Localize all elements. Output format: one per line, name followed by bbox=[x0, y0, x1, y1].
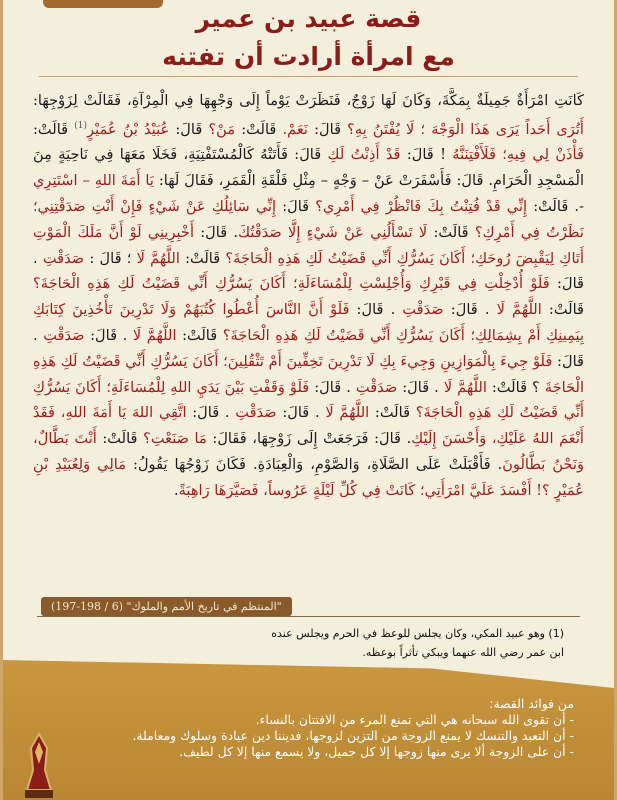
narration: . قَالَ: bbox=[309, 378, 356, 396]
quoted-speech: صَدَقْتِ bbox=[42, 249, 85, 267]
quoted-speech: فَلَوْ أَنَّ النَّاسَ أُعْطُوا كُتُبَهُمْ وَلَا تَدْرِينَ تَأْخُذِينَ كِتَابَكِ بِيَمِينِكِ أَمْ بِشِمَالِكِ؛ أَكَانَ يَسُرُّكِ أَنِّي قَضَيْتُ لَكِ هَذِهِ الْحَاجَةَ؟ bbox=[33, 301, 585, 345]
lessons-list bbox=[99, 696, 574, 760]
narration: ؛ قَالَ : bbox=[84, 249, 137, 267]
narration: قَالَتْ: bbox=[33, 120, 75, 138]
quoted-speech: اتَّقِي اللهَ يَا أَمَةَ اللهِ، فَقَدْ أَنْعَمَ اللهُ عَلَيْكِ، وَأَحْسَنَ إِلَيْكِ bbox=[33, 404, 584, 448]
narration: . قَالَ: bbox=[443, 301, 497, 319]
narration: . فَأَقْبَلَتْ عَلَى الصَّلَاةِ، وَالصَّوْمِ، وَالْعِبَادَةِ. فَكَانَ زَوْجُهَا يَقُولُ: bbox=[126, 456, 503, 474]
quoted-speech: مَنْ؟ bbox=[208, 120, 236, 138]
quoted-speech: إِنِّي سَائِلُكِ عَنْ شَيْءٍ فَإِنْ أَنْتِ صَدَقْتِنِي؛ نَظَرْتُ فِي أَمْرِكِ؟ bbox=[33, 198, 584, 241]
narration: . bbox=[173, 481, 179, 499]
narration: قَالَتْ: bbox=[369, 404, 416, 422]
footnote-line: ابن عمر رضي الله عنهما ويبكي تأثراً بوعظه. bbox=[362, 646, 564, 659]
quoted-speech: اللَّهُمَّ لَا bbox=[325, 404, 370, 422]
footnote-line: (1) وهو عبيد المكي، وكان يجلس للوعظ في الحرم ويجلس عنده bbox=[271, 627, 564, 640]
quoted-speech: لَا تَسْأَلُنِي عَنْ شَيْءٍ إِلَّا صَدَقْتُكَ bbox=[238, 223, 428, 241]
quoted-speech: أَتُرَى أَحَداً يَرَى هَذَا الْوَجْهَ ؛ لَا يُفْتَنُ بِهِ؟ bbox=[347, 120, 584, 138]
narration: . قَالَ: bbox=[186, 404, 236, 422]
quoted-speech: فَلَوْ وَقَفْتِ بَيْنَ يَدَيِ اللهِ لِلْمُسَاءَلَةِ؛ أَكَانَ يَسُرُّكِ أَنِّي قَضَيْتُ لَكِ هَذِهِ الْحَاجَةَ؟ bbox=[33, 378, 585, 422]
footnote-separator bbox=[37, 616, 580, 617]
quoted-speech: صَدَقْتِ bbox=[43, 327, 85, 345]
quoted-speech: فَلَوْ أُدْخِلْتِ فِي قَبْرِكِ وَأُجْلِسْتِ لِلْمُسَاءَلَةِ؛ أَكَانَ يَسُرُّكِ أَنِّي قَضَيْتُ لَكِ هَذِهِ الْحَاجَةَ؟ bbox=[33, 275, 550, 293]
narration: قَالَتْ: bbox=[235, 120, 283, 138]
narration: . قَالَ: bbox=[84, 327, 133, 345]
narration: قَالَتْ: bbox=[179, 249, 226, 267]
narration: قَالَ: bbox=[307, 120, 348, 138]
lesson-item: - أن تقوى الله سبحانه هي التي تمنع المرء من الافتتان بالنساء. bbox=[255, 712, 574, 727]
quoted-speech: اللَّهُمَّ لَا bbox=[496, 301, 542, 319]
narration: . قَالَ: فَرَجَعَتْ إِلَى زَوْجِهَا، فَقَالَ: bbox=[206, 430, 412, 448]
narration: . قَالَ: bbox=[33, 249, 584, 293]
quoted-speech: صَدَقْتِ bbox=[235, 404, 277, 422]
narration: قَالَتْ: bbox=[176, 327, 223, 345]
narration: قَالَ: bbox=[276, 198, 316, 216]
quoted-speech: صَدَقْتِ bbox=[355, 378, 398, 396]
quoted-speech: أَنْتَ بَطَّالٌ، وَنَحْنُ بَطَّالُونَ bbox=[33, 430, 584, 474]
quoted-speech: فَلَوْ جِيءَ بِالْمَوَازِينِ وَجِيءَ بِكِ لَا تَدْرِينَ تَخِفِّينَ أَمْ تَثْقُلِينَ؛ أَكَانَ يَسُرُّكِ أَنِّي قَضَيْتُ لَكِ هَذِهِ الْحَاجَةَ bbox=[33, 352, 585, 396]
quoted-speech: فَأْذَنْ لِي فِيهِ؛ فَلَأَفْتِنَنَّهُ bbox=[452, 146, 584, 164]
footnote bbox=[224, 624, 564, 662]
quoted-speech: مَالِي وَلِعُبَيْدِ بْنِ عُمَيْرٍ ؟! أَفْسَدَ عَلَيَّ امْرَأَتِي؛ كَانَتْ فِي كُلِّ لَيْلَةٍ عَرُوساً، فَصَيَّرَهَا رَاهِبَةً bbox=[33, 456, 584, 499]
box-wedge bbox=[3, 660, 614, 688]
narration: -. قَالَتْ: bbox=[527, 198, 584, 216]
quoted-speech: قَدْ أَذِنْتُ لَكِ bbox=[327, 146, 401, 164]
story-text bbox=[33, 88, 584, 504]
narration: قَالَتْ: bbox=[96, 430, 144, 448]
narration: قَالَتْ: bbox=[427, 223, 475, 241]
narration: كَانَتِ امْرَأَةٌ جَمِيلَةٌ بِمَكَّةَ، وَكَانَ لَهَا زَوْجٌ، فَنَظَرَتْ يَوْماً إِلَى وَجْهِهَا فِي الْمِرْآةِ، فَقَالَتْ لِزَوْجِهَا: bbox=[33, 92, 584, 109]
quoted-speech: نَعَمْ. bbox=[282, 120, 308, 138]
narration: ؟ قَالَتْ: bbox=[486, 378, 545, 396]
narration: قَالَتْ: bbox=[541, 301, 585, 319]
footnote-marker: (1) bbox=[74, 120, 88, 131]
lesson-item: - أن على الزوجة ألا يرى منها زوجها إلا كل جميل، ولا يسمع منها إلا كل لطيف. bbox=[179, 744, 574, 759]
quoted-speech: مَا صَنَعْتِ؟ bbox=[143, 430, 207, 448]
lantern-ornament-icon bbox=[17, 730, 61, 800]
quoted-speech: اللَّهُمَّ لَا bbox=[136, 249, 180, 267]
narration: ! قَالَ: bbox=[400, 146, 453, 164]
quoted-speech: عُبَيْدُ بْنُ عُمَيْرٍ bbox=[87, 120, 170, 138]
title-line-2: مع امرأة أرادت أن تفتنه bbox=[162, 42, 455, 71]
story-title bbox=[3, 2, 614, 74]
lesson-item: - أن التعبد والتنسك لا يمنع الزوجة من التزين لزوجها، فديننا دين عبادة وسلوك ومعاملة. bbox=[132, 728, 574, 743]
narration: . قَالَ: bbox=[397, 378, 444, 396]
narration: . قَالَ: bbox=[349, 301, 403, 319]
narration: قَالَ: bbox=[169, 120, 209, 138]
narration: . قَالَ: bbox=[276, 404, 326, 422]
lessons-heading: من فوائد القصة: bbox=[489, 696, 574, 711]
quoted-speech: اللَّهُمَّ لَا bbox=[443, 378, 487, 396]
narration: قَالَ: فَأَتَتْهُ كَالْمُسْتَفْتِيَةِ، فَخَلَا مَعَهَا فِي نَاحِيَةٍ مِنَ الْمَسْجِدِ الْحَرَامِ. قَالَ: فَأَسْفَرَتْ عَنْ – وَجْهٍ – مِثْلِ فَلْقَةِ الْقَمَرِ، فَقَالَ لَهَا: bbox=[33, 146, 584, 190]
title-line-1: قصة عبيد بن عمير bbox=[195, 4, 422, 33]
title-divider bbox=[39, 76, 578, 77]
quoted-speech: اللَّهُمَّ لَا bbox=[132, 327, 177, 345]
narration: . قَالَ: bbox=[194, 223, 239, 241]
quoted-speech: أَخْبِرِينِي لَوْ أَنَّ مَلَكَ الْمَوْتِ أَتَاكِ لِيَقْبِضَ رُوحَكِ؛ أَكَانَ يَسُرُّكِ أَنِّي قَضَيْتُ لَكِ هَذِهِ الْحَاجَةَ؟ bbox=[33, 223, 585, 267]
narration: . قَالَ: bbox=[33, 327, 585, 370]
source-citation: "المنتظم في تاريخ الأمم والملوك" (6 / 198-197) bbox=[41, 597, 292, 616]
quoted-speech: صَدَقْتِ bbox=[402, 301, 444, 319]
quoted-speech: إِنِّي قَدْ فُتِنْتُ بِكَ فَانْظُرْ فِي أَمْرِي؟ bbox=[315, 198, 528, 216]
quoted-speech: يَا أَمَةَ اللهِ – اسْتَتِرِي bbox=[33, 172, 154, 190]
